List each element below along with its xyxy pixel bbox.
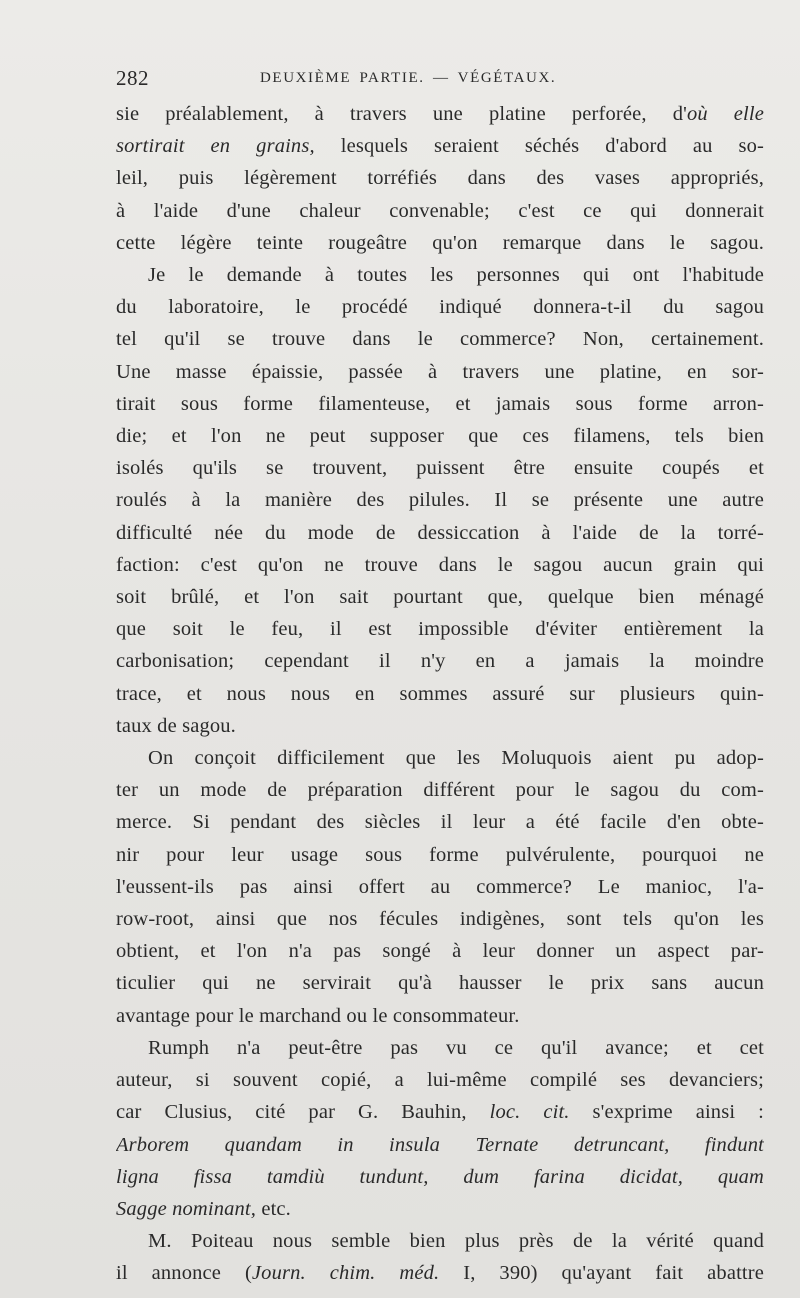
text-line: avantage pour le marchand ou le consommateur.	[116, 1004, 520, 1027]
text-line: merce. Si pendant des siècles il leur a été facile d'en obte-	[116, 811, 764, 834]
text-line: Sagge nominant, etc.	[116, 1197, 291, 1220]
running-head: DEUXIÈME PARTIE. — VÉGÉTAUX.	[260, 70, 557, 86]
text-line: isolés qu'ils se trouvent, puissent être ensuite coupés et	[116, 457, 764, 480]
text-line: ticulier qui ne servirait qu'à hausser le prix sans aucun	[116, 972, 764, 995]
text-line: que soit le feu, il est impossible d'éviter entièrement la	[116, 618, 764, 641]
text-line: row-root, ainsi que nos fécules indigènes, sont tels qu'on les	[116, 908, 764, 931]
text-line: faction: c'est qu'on ne trouve dans le sagou aucun grain qui	[116, 553, 764, 576]
text-line: l'eussent-ils pas ainsi offert au commerce? Le manioc, l'a-	[116, 875, 764, 898]
text-line: cette légère teinte rougeâtre qu'on remarque dans le sagou.	[116, 231, 764, 254]
text-line: ligna fissa tamdiù tundunt, dum farina dicidat, quam	[116, 1165, 764, 1188]
text-line: Arborem quandam in insula Ternate detruncant, findunt	[116, 1133, 764, 1156]
text-line: obtient, et l'on n'a pas songé à leur donner un aspect par-	[116, 940, 764, 963]
text-line: On conçoit difficilement que les Moluquois aient pu adop-	[148, 747, 764, 770]
text-line: tel qu'il se trouve dans le commerce? Non, certainement.	[116, 328, 764, 351]
text-line: du laboratoire, le procédé indiqué donnera-t-il du sagou	[116, 296, 764, 319]
text-line: car Clusius, cité par G. Bauhin, loc. cit. s'exprime ainsi :	[116, 1101, 764, 1124]
text-line: nir pour leur usage sous forme pulvérulente, pourquoi ne	[116, 843, 764, 866]
text-line: Rumph n'a peut-être pas vu ce qu'il avance; et cet	[148, 1036, 764, 1059]
page-number: 282	[116, 66, 149, 90]
text-line: difficulté née du mode de dessiccation à l'aide de la torré-	[116, 521, 764, 544]
text-line: auteur, si souvent copié, a lui-même compilé ses devanciers;	[116, 1069, 764, 1092]
text-line: leil, puis légèrement torréfiés dans des vases appropriés,	[116, 167, 764, 190]
text-line: die; et l'on ne peut supposer que ces filamens, tels bien	[116, 425, 764, 448]
text-line: il annonce (Journ. chim. méd. I, 390) qu'ayant fait abattre	[116, 1262, 764, 1285]
page-header	[116, 66, 756, 96]
text-line: sie préalablement, à travers une platine perforée, d'où elle	[116, 103, 764, 125]
text-line: carbonisation; cependant il n'y en a jamais la moindre	[116, 650, 764, 673]
text-line: trace, et nous nous en sommes assuré sur plusieurs quin-	[116, 682, 764, 705]
text-line: taux de sagou.	[116, 714, 236, 737]
text-line: tirait sous forme filamenteuse, et jamais sous forme arron-	[116, 392, 764, 415]
body-text	[116, 98, 764, 1290]
text-line: à l'aide d'une chaleur convenable; c'est ce qui donnerait	[116, 199, 764, 222]
text-line: soit brûlé, et l'on sait pourtant que, quelque bien ménagé	[116, 586, 764, 609]
text-line: sortirait en grains, lesquels seraient séchés d'abord au so-	[116, 135, 764, 158]
text-line: ter un mode de préparation différent pour le sagou du com-	[116, 779, 764, 802]
text-line: roulés à la manière des pilules. Il se présente une autre	[116, 489, 764, 512]
text-line: M. Poiteau nous semble bien plus près de la vérité quand	[148, 1230, 764, 1253]
text-line: Je le demande à toutes les personnes qui ont l'habitude	[148, 264, 764, 287]
text-line: Une masse épaissie, passée à travers une platine, en sor-	[116, 360, 764, 383]
